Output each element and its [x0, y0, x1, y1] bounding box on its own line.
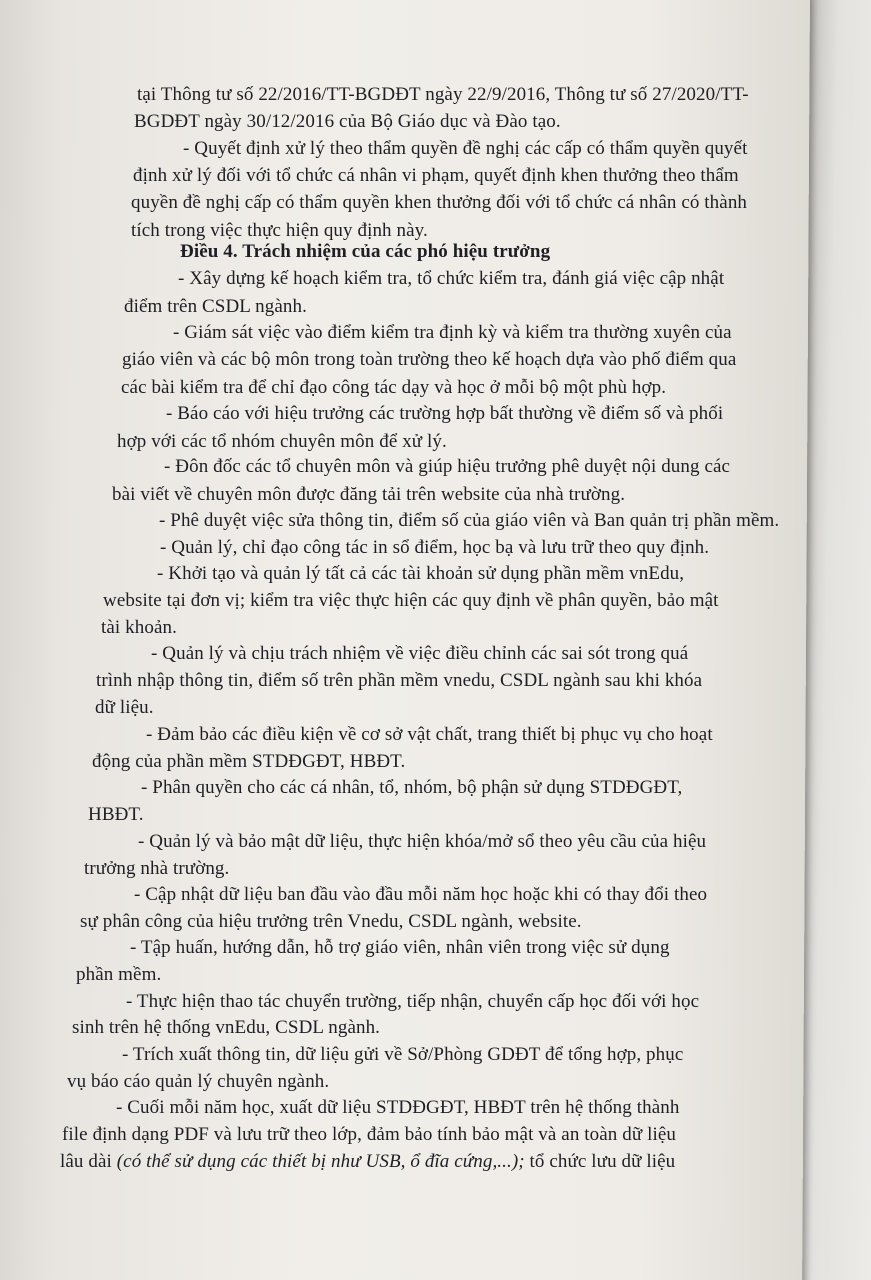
- text-line: - Trích xuất thông tin, dữ liệu gửi về Sở/Phòng GDĐT để tổng hợp, phục: [122, 1044, 684, 1065]
- text-line: động của phần mềm STDĐGĐT, HBĐT.: [92, 751, 406, 772]
- text-line: file định dạng PDF và lưu trữ theo lớp, đảm bảo tính bảo mật và an toàn dữ liệu: [62, 1124, 676, 1145]
- text-line: tích trong việc thực hiện quy định này.: [131, 220, 428, 241]
- text-line: vụ báo cáo quản lý chuyên ngành.: [67, 1071, 330, 1092]
- text-line: phần mềm.: [76, 964, 162, 985]
- text-line: HBĐT.: [88, 804, 144, 825]
- text-line: định xử lý đối với tổ chức cá nhân vi phạm, quyết định khen thưởng theo thẩm: [133, 165, 739, 186]
- text-line: - Khởi tạo và quản lý tất cả các tài khoản sử dụng phần mềm vnEdu,: [157, 563, 685, 584]
- text-line: - Quản lý và bảo mật dữ liệu, thực hiện khóa/mở sổ theo yêu cầu của hiệu: [138, 831, 707, 852]
- text-line: - Quản lý, chỉ đạo công tác in sổ điểm, học bạ và lưu trữ theo quy định.: [160, 537, 710, 558]
- text-line: - Phân quyền cho các cá nhân, tổ, nhóm, bộ phận sử dụng STDĐGĐT,: [141, 777, 683, 798]
- text-line: - Báo cáo với hiệu trưởng các trường hợp bất thường về điểm số và phối: [166, 403, 724, 424]
- text-line: sinh trên hệ thống vnEdu, CSDL ngành.: [72, 1017, 381, 1038]
- text-line: - Cập nhật dữ liệu ban đầu vào đầu mỗi năm học hoặc khi có thay đổi theo: [134, 884, 708, 905]
- text-line: điểm trên CSDL ngành.: [124, 296, 307, 317]
- text-line: - Cuối mỗi năm học, xuất dữ liệu STDĐGĐT, HBĐT trên hệ thống thành: [116, 1097, 680, 1118]
- text-line: trình nhập thông tin, điểm số trên phần mềm vnedu, CSDL ngành sau khi khóa: [96, 670, 703, 691]
- text-run: lâu dài: [60, 1151, 117, 1172]
- text-line: tại Thông tư số 22/2016/TT-BGDĐT ngày 22/9/2016, Thông tư số 27/2020/TT-: [137, 84, 749, 105]
- text-line: dữ liệu.: [95, 697, 154, 718]
- text-line: website tại đơn vị; kiểm tra việc thực hiện các quy định về phân quyền, bảo mật: [103, 590, 719, 611]
- text-line: sự phân công của hiệu trưởng trên Vnedu, CSDL ngành, website.: [80, 911, 582, 932]
- text-line: - Đảm bảo các điều kiện về cơ sở vật chất, trang thiết bị phục vụ cho hoạt: [146, 724, 713, 745]
- text-line: - Xây dựng kế hoạch kiểm tra, tổ chức kiểm tra, đánh giá việc cập nhật: [178, 268, 725, 289]
- text-run: tổ chức lưu dữ liệu: [524, 1151, 676, 1172]
- text-line: tài khoản.: [101, 617, 177, 638]
- text-line: - Phê duyệt việc sửa thông tin, điểm số của giáo viên và Ban quản trị phần mềm.: [159, 510, 780, 531]
- text-line: - Thực hiện thao tác chuyển trường, tiếp nhận, chuyển cấp học đối với học: [126, 991, 700, 1012]
- text-line: BGDĐT ngày 30/12/2016 của Bộ Giáo dục và Đào tạo.: [134, 111, 561, 132]
- text-line: trưởng nhà trường.: [84, 858, 230, 879]
- text-line: [60, 1151, 675, 1173]
- text-line: bài viết về chuyên môn được đăng tải trên website của nhà trường.: [112, 484, 626, 505]
- text-line: - Quản lý và chịu trách nhiệm về việc điều chỉnh các sai sót trong quá: [151, 643, 689, 664]
- text-line: - Tập huấn, hướng dẫn, hỗ trợ giáo viên, nhân viên trong việc sử dụng: [130, 937, 670, 958]
- text-line: giáo viên và các bộ môn trong toàn trường theo kế hoạch dựa vào phố điểm qua: [122, 349, 737, 370]
- text-line: - Giám sát việc vào điểm kiểm tra định kỳ và kiểm tra thường xuyên của: [173, 322, 732, 343]
- section-heading: Điều 4. Trách nhiệm của các phó hiệu trưởng: [180, 241, 551, 262]
- text-line: - Quyết định xử lý theo thẩm quyền đề nghị các cấp có thẩm quyền quyết: [183, 138, 748, 159]
- italic-note: (có thể sử dụng các thiết bị như USB, ổ đĩa cứng,...);: [116, 1151, 525, 1172]
- text-line: - Đôn đốc các tổ chuyên môn và giúp hiệu trưởng phê duyệt nội dung các: [164, 456, 731, 477]
- text-line: hợp với các tổ nhóm chuyên môn để xử lý.: [117, 431, 447, 452]
- text-line: các bài kiểm tra để chỉ đạo công tác dạy và học ở mỗi bộ một phù hợp.: [121, 377, 667, 398]
- text-line: quyền đề nghị cấp có thẩm quyền khen thưởng đối với tổ chức cá nhân có thành: [131, 192, 748, 213]
